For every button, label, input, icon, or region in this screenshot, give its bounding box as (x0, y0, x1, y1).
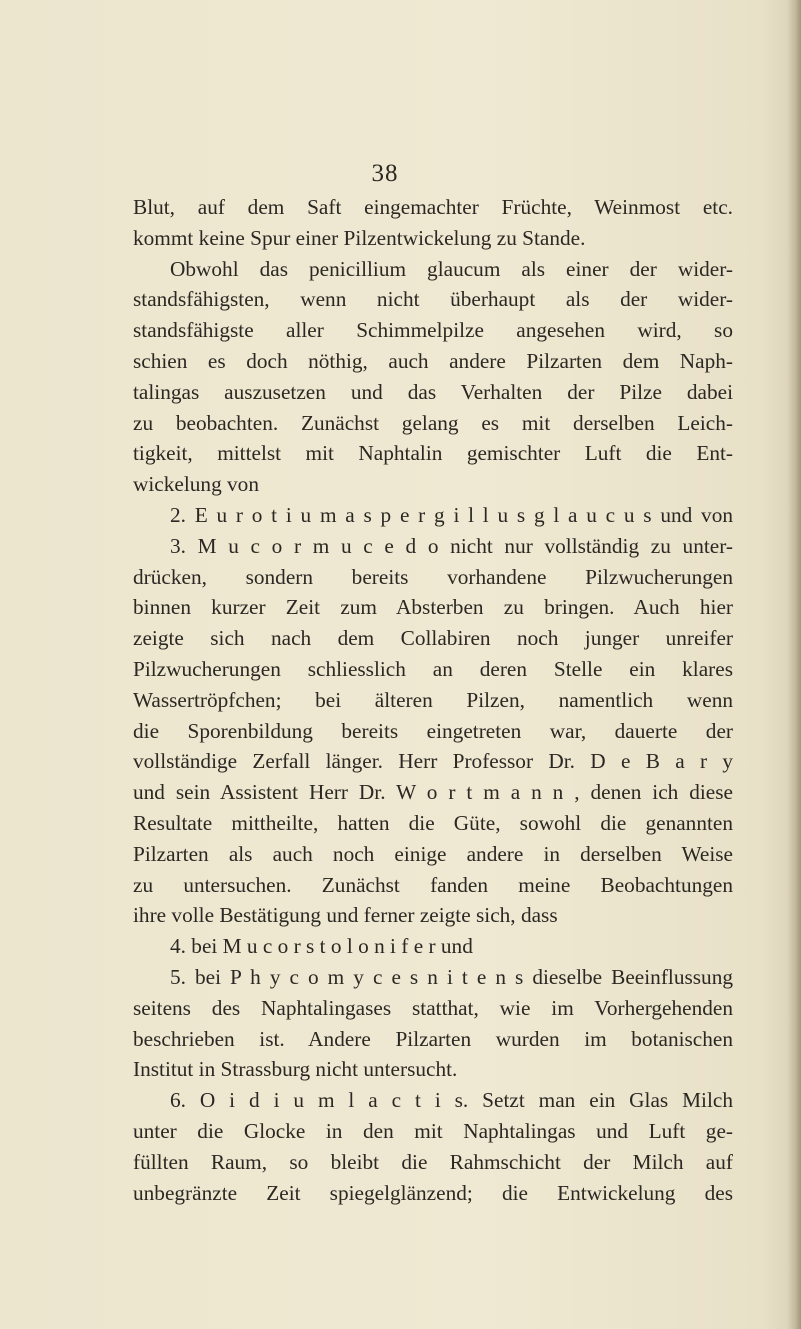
text-line: standsfähigste aller Schimmelpilze angesehen wird, so (133, 318, 733, 343)
text-line: seitens des Naphtalingases statthat, wie im Vorhergehenden (133, 995, 733, 1020)
text-line: und sein Assistent Herr Dr. W o r t m a n n , denen ich diese (133, 780, 733, 805)
text-line: binnen kurzer Zeit zum Absterben zu bringen. Auch hier (133, 595, 733, 620)
text-line: kommt keine Spur einer Pilzentwickelung zu Stande. (133, 225, 586, 250)
text-line: füllten Raum, so bleibt die Rahmschicht der Milch auf (133, 1149, 733, 1174)
text-line: 5. bei P h y c o m y c e s n i t e n s dieselbe Beeinflussung (170, 964, 733, 989)
text-line: 3. M u c o r m u c e d o nicht nur vollständig zu unter- (170, 533, 733, 558)
text-line: 6. O i d i u m l a c t i s. Setzt man ein Glas Milch (170, 1088, 733, 1113)
page-edge-shadow (787, 0, 801, 1329)
text-line: Obwohl das penicillium glaucum als einer der wider- (170, 256, 733, 281)
text-line: zu beobachten. Zunächst gelang es mit derselben Leich- (133, 410, 733, 435)
text-line: talingas auszusetzen und das Verhalten der Pilze dabei (133, 379, 733, 404)
text-line: standsfähigsten, wenn nicht überhaupt als der wider- (133, 287, 733, 312)
text-line: vollständige Zerfall länger. Herr Professor Dr. D e B a r y (133, 749, 733, 774)
page-number: 38 (371, 160, 399, 187)
text-line: Resultate mittheilte, hatten die Güte, sowohl die genannten (133, 810, 733, 835)
text-line: Pilzarten als auch noch einige andere in derselben Weise (133, 841, 733, 866)
text-line: 4. bei M u c o r s t o l o n i f e r und (170, 934, 473, 959)
text-line: 2. E u r o t i u m a s p e r g i l l u s g l a u c u s und von (170, 502, 733, 527)
text-line: ihre volle Bestätigung und ferner zeigte sich, dass (133, 903, 558, 928)
text-line: beschrieben ist. Andere Pilzarten wurden im botanischen (133, 1026, 733, 1051)
text-line: Wassertröpfchen; bei älteren Pilzen, namentlich wenn (133, 687, 733, 712)
text-line: Blut, auf dem Saft eingemachter Früchte, Weinmost etc. (133, 195, 733, 219)
text-line: wickelung von (133, 472, 259, 497)
text-line: drücken, sondern bereits vorhandene Pilzwucherungen (133, 564, 733, 589)
text-line: unbegränzte Zeit spiegelglänzend; die Entwickelung des (133, 1180, 733, 1205)
text-line: unter die Glocke in den mit Naphtalingas und Luft ge- (133, 1118, 733, 1143)
text-line: die Sporenbildung bereits eingetreten war, dauerte der (133, 718, 733, 743)
body-text (133, 192, 733, 1208)
text-line: Institut in Strassburg nicht untersucht. (133, 1057, 458, 1082)
text-line: schien es doch nöthig, auch andere Pilzarten dem Naph- (133, 348, 733, 373)
text-line: tigkeit, mittelst mit Naphtalin gemischter Luft die Ent- (133, 441, 733, 466)
text-line: zeigte sich nach dem Collabiren noch junger unreifer (133, 626, 733, 651)
text-line: Pilzwucherungen schliesslich an deren Stelle ein klares (133, 656, 733, 681)
text-line: zu untersuchen. Zunächst fanden meine Beobachtungen (133, 872, 733, 897)
